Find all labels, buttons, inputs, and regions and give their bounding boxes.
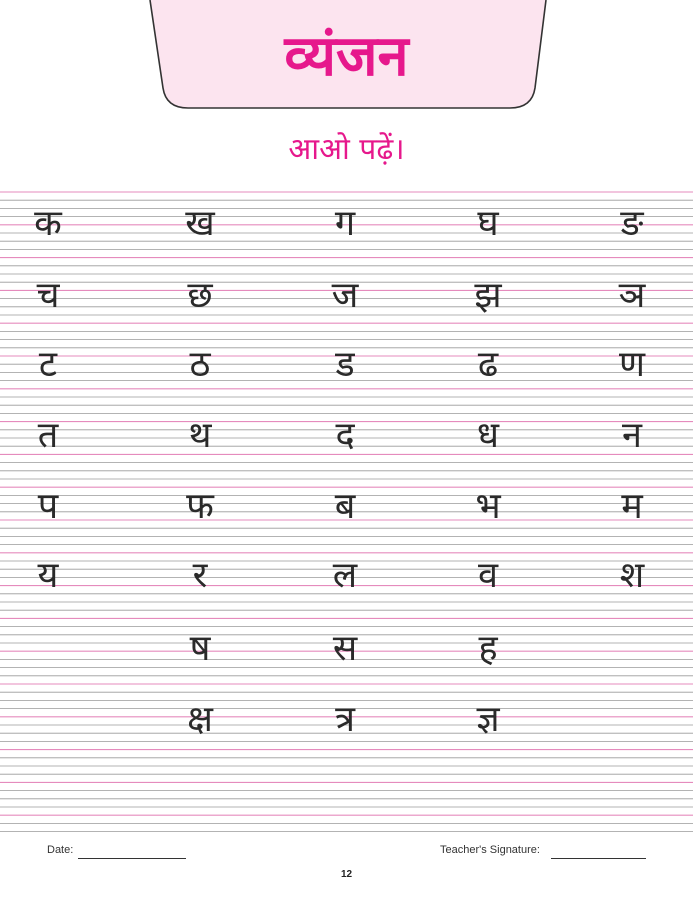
letter-row [0,697,693,767]
page-title: व्यंजन [284,24,409,89]
date-line [78,858,186,859]
consonant-letter: ञ [618,275,646,316]
consonant-letter: ब [334,486,356,527]
consonant-letter: थ [188,415,212,456]
consonant-letter: व [477,555,499,596]
letter-row [0,484,693,554]
page-number: 12 [340,869,353,880]
letter-row [0,553,693,623]
consonant-letter: घ [477,203,499,244]
consonant-letter: भ [475,486,501,527]
teacher-signature-line [551,858,646,859]
consonant-letter: द [335,415,355,456]
consonant-letter: र [192,555,208,596]
consonant-letter: ह [478,628,498,669]
consonant-letter: ठ [189,344,211,385]
consonant-letter: ट [38,344,58,385]
consonant-letter: फ [186,486,214,527]
date-label: Date: [47,844,74,856]
consonant-letter: ज्ञ [476,699,500,740]
letter-row [0,273,693,343]
consonant-letter: प [37,486,59,527]
letter-row [0,201,693,271]
consonant-letter: म [621,486,643,527]
consonant-letter: ध [476,415,500,456]
consonant-letter: न [622,415,642,456]
teacher-signature-label: Teacher's Signature: [440,844,540,856]
consonant-letter: झ [474,275,502,316]
consonant-letter: त्र [335,699,355,740]
consonant-letter: ग [334,203,356,244]
consonant-letter: च [36,275,60,316]
consonant-letter: ज [331,275,359,316]
letter-row [0,626,693,696]
page-subtitle: आओ पढ़ें। [288,132,405,167]
consonant-letter: स [332,628,358,669]
consonant-letter: ष [189,628,211,669]
consonant-letter: त [37,415,59,456]
letter-row [0,413,693,483]
letter-row [0,342,693,412]
consonant-letter: क्ष [187,699,213,740]
consonant-letter: श [619,555,645,596]
consonant-letter: ङ [620,203,644,244]
consonant-letter: ख [185,203,215,244]
consonant-letter: ण [618,344,646,385]
consonant-letter: ढ [477,344,499,385]
consonant-letter: ड [335,344,355,385]
consonant-letter: छ [187,275,213,316]
consonant-letter: ल [332,555,358,596]
consonant-letter: य [37,555,59,596]
consonant-letter: क [34,203,62,244]
